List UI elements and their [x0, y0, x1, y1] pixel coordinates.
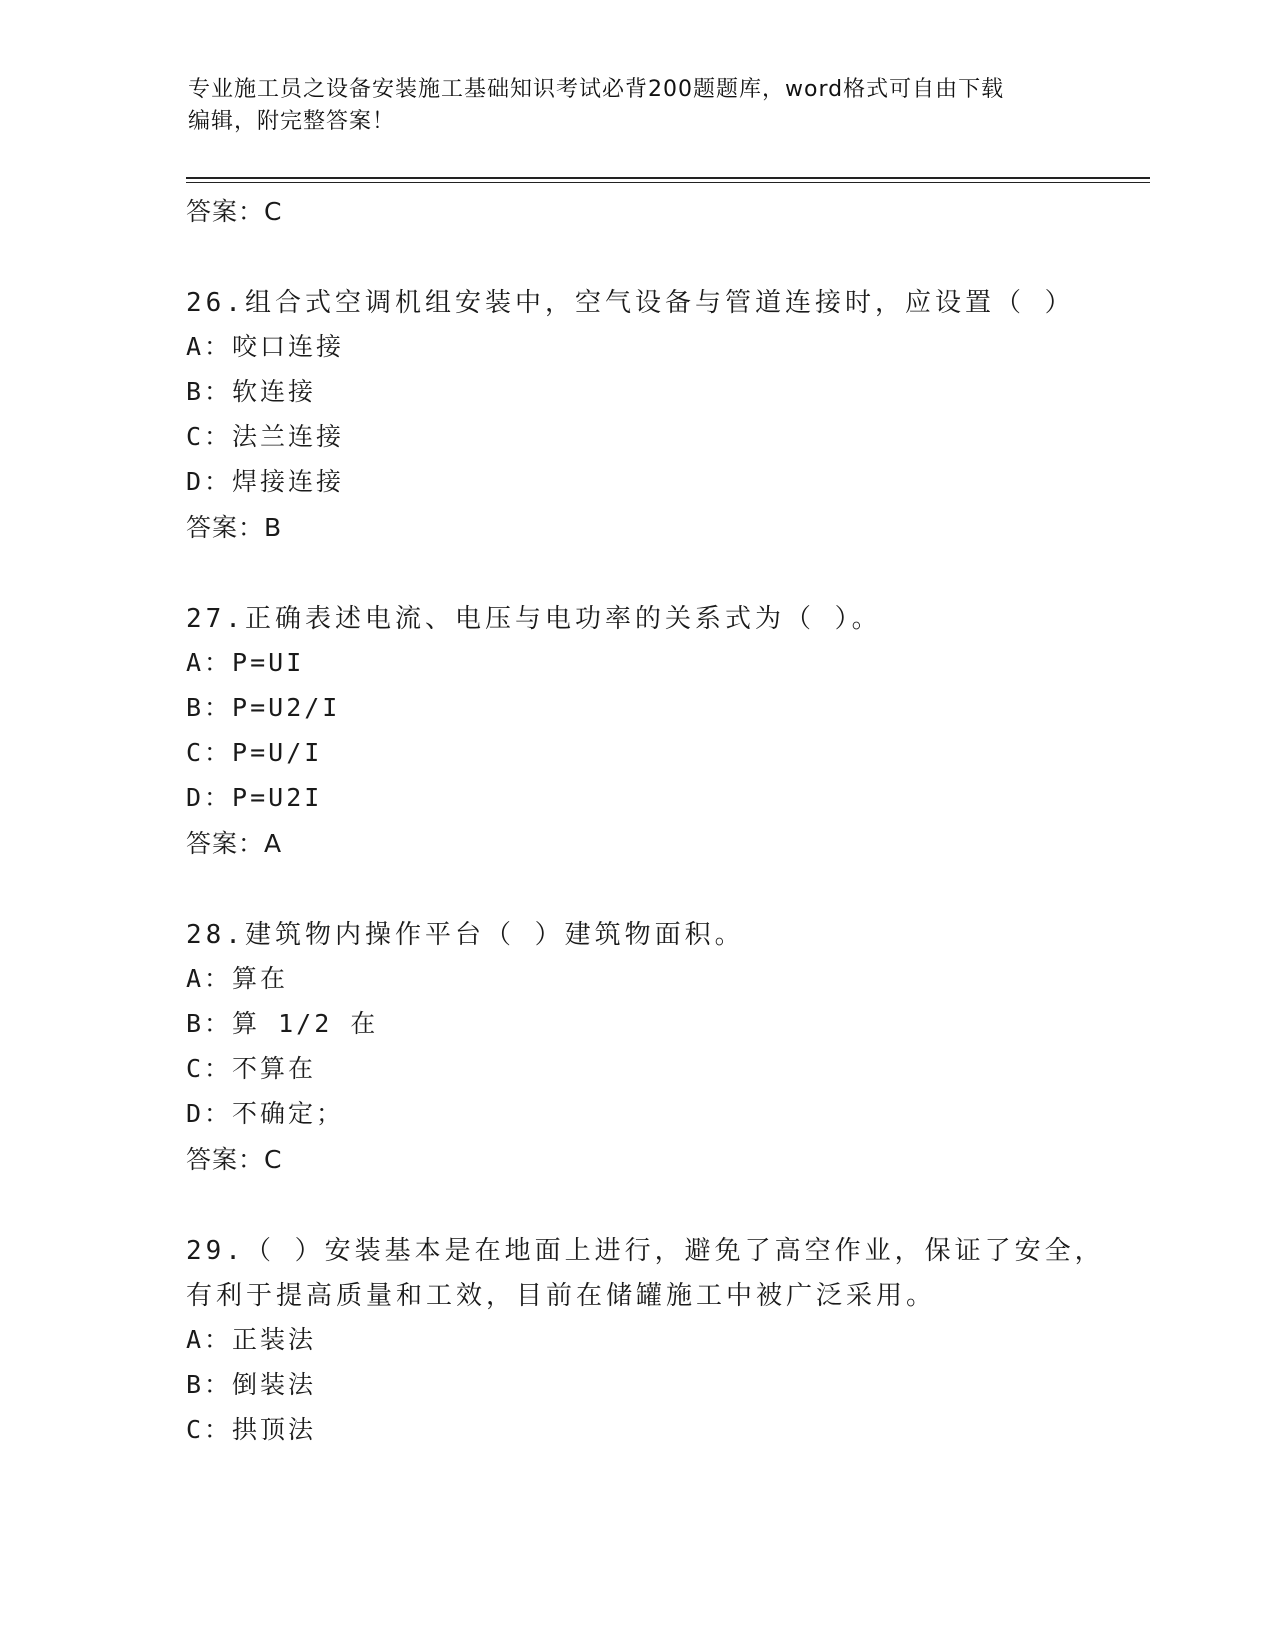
- question-29-text-line-1: 29.（ ）安装基本是在地面上进行，避免了高空作业，保证了安全，: [186, 1236, 1105, 1266]
- question-28-option-d: D：不确定；: [186, 1099, 345, 1128]
- question-29-option-b: B：倒装法: [186, 1370, 317, 1399]
- question-28-text: 28.建筑物内操作平台（ ）建筑物面积。: [186, 920, 745, 950]
- question-27-option-d: D：P=U2I: [186, 783, 323, 812]
- question-26-option-d: D：焊接连接: [186, 467, 345, 496]
- question-27-option-b: B：P=U2/I: [186, 693, 341, 722]
- question-26-option-b: B：软连接: [186, 377, 317, 406]
- question-26-text: 26.组合式空调机组安装中，空气设备与管道连接时，应设置（ ）: [186, 288, 1075, 318]
- question-28-option-c: C：不算在: [186, 1054, 317, 1083]
- header-line-2: 编辑，附完整答案！: [188, 109, 396, 134]
- question-29-option-c: C：拱顶法: [186, 1415, 317, 1444]
- question-26-answer: 答案：B: [186, 513, 283, 542]
- header-rule-thick: [186, 177, 1150, 179]
- document-header: [188, 74, 1088, 138]
- header-rule-thin: [186, 182, 1150, 183]
- question-28-option-a: A：算在: [186, 964, 289, 993]
- question-27-option-a: A：P=UI: [186, 648, 305, 677]
- question-26-option-a: A：咬口连接: [186, 332, 345, 361]
- question-27-text: 27.正确表述电流、电压与电功率的关系式为（ ）。: [186, 604, 882, 634]
- header-line-1: 专业施工员之设备安装施工基础知识考试必背200题题库，word格式可自由下载: [188, 77, 1005, 102]
- previous-answer: 答案：C: [186, 197, 283, 226]
- question-27-answer: 答案：A: [186, 829, 283, 858]
- question-29-option-a: A：正装法: [186, 1325, 317, 1354]
- question-26-option-c: C：法兰连接: [186, 422, 345, 451]
- question-28-answer: 答案：C: [186, 1145, 283, 1174]
- question-27-option-c: C：P=U/I: [186, 738, 323, 767]
- question-29-text-line-2: 有利于提高质量和工效，目前在储罐施工中被广泛采用。: [186, 1281, 937, 1311]
- question-28-option-b: B：算 1/2 在: [186, 1009, 379, 1038]
